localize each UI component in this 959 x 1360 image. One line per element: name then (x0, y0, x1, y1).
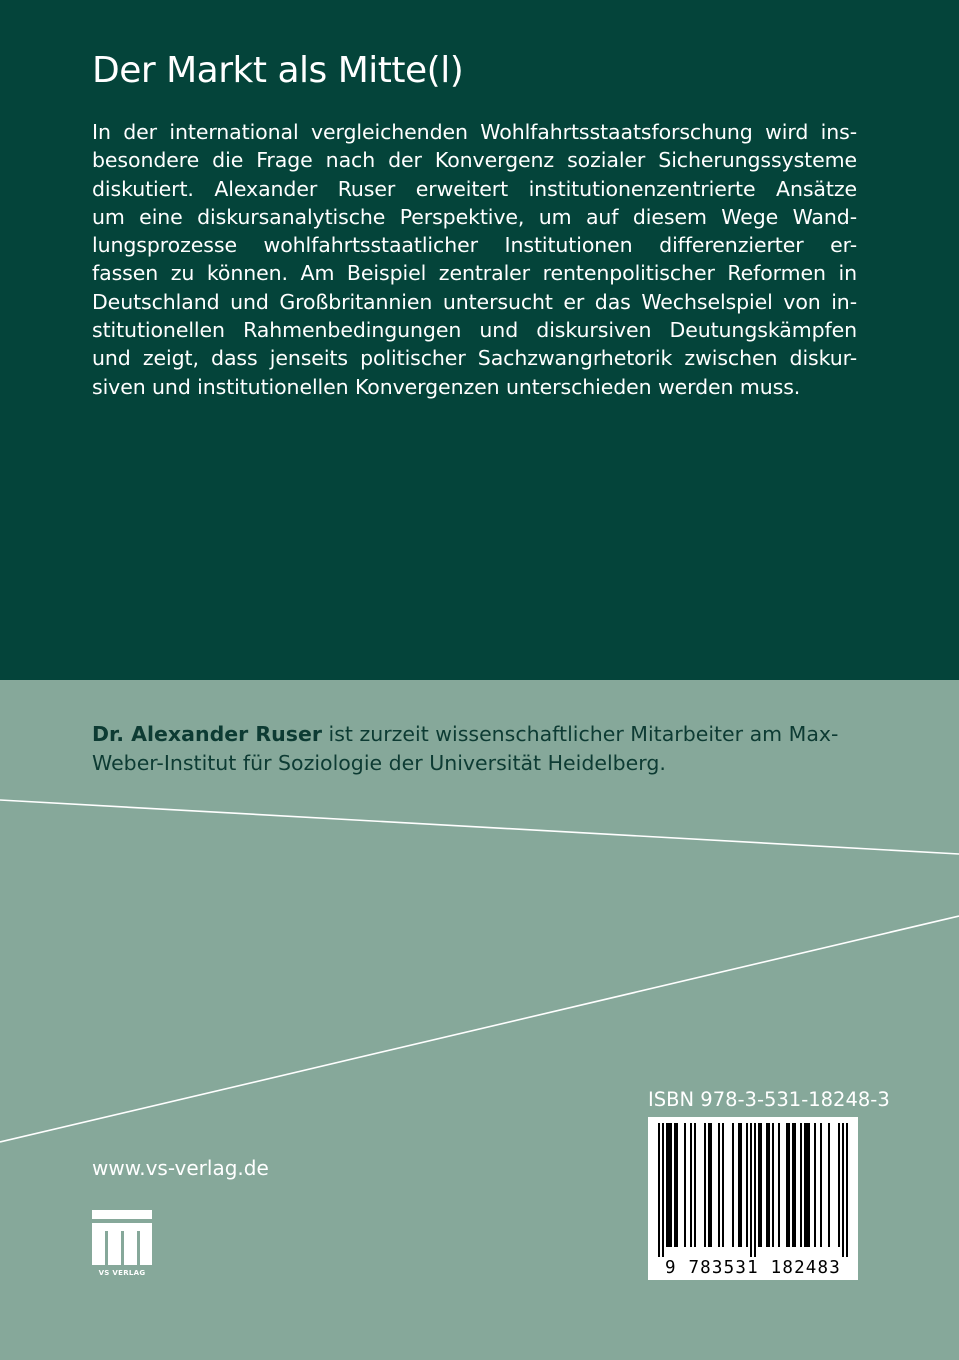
upper-rule-line (0, 800, 959, 854)
barcode-bar (668, 1123, 670, 1247)
barcode-bar (676, 1123, 678, 1247)
barcode-bar (804, 1123, 806, 1247)
barcode-bar (842, 1123, 844, 1257)
barcode-bar (718, 1123, 720, 1247)
blurb-line: und zeigt, dass jenseits politischer Sachzwangrhetorik zwischen diskur- (92, 346, 857, 371)
barcode-digits: 9 783531 182483 (664, 1258, 842, 1278)
book-blurb (92, 118, 857, 401)
blurb-line: besondere die Frage nach der Konvergenz sozialer Sicherungssysteme (92, 148, 857, 173)
blurb-line: stitutionellen Rahmenbedingungen und diskursiven Deutungskämpfen (92, 318, 857, 343)
barcode-bar (838, 1123, 840, 1247)
blurb-line: diskutiert. Alexander Ruser erweitert institutionenzentrierte Ansätze (92, 176, 857, 201)
barcode-bar (794, 1123, 796, 1247)
isbn-label: ISBN 978-3-531-18248-3 (648, 1088, 890, 1111)
barcode-bar (658, 1123, 660, 1257)
barcode-bar (828, 1123, 830, 1247)
author-name: Dr. Alexander Ruser (92, 722, 322, 746)
blurb-line: siven und institutionellen Konvergenzen unterschieden werden muss. (92, 374, 801, 399)
barcode-bar (814, 1123, 816, 1247)
blurb-line: um eine diskursanalytische Perspektive, um auf diesem Wege Wand- (92, 204, 857, 229)
barcode-bar (786, 1123, 788, 1247)
blurb-line: In der international vergleichenden Wohlfahrtsstaatsforschung wird ins- (92, 120, 857, 144)
barcode-bar (746, 1123, 748, 1247)
barcode-bars (648, 1117, 858, 1257)
publisher-website: www.vs-verlag.de (92, 1156, 269, 1180)
barcode-bar (732, 1123, 734, 1247)
barcode-bar (768, 1123, 770, 1247)
back-cover-bottom-panel (0, 680, 959, 1360)
barcode-bar (766, 1123, 768, 1247)
barcode-bar (808, 1123, 810, 1247)
barcode-bar (704, 1123, 706, 1247)
barcode-bar (778, 1123, 780, 1247)
author-bio-text: ist zurzeit wissenschaftlicher Mitarbeiter am Max- (322, 722, 839, 746)
barcode-bar (750, 1123, 752, 1257)
author-bio-line (92, 720, 852, 749)
barcode-bar (820, 1123, 822, 1247)
barcode-bar (760, 1123, 762, 1247)
barcode-bar (800, 1123, 802, 1247)
barcode-bar (758, 1123, 760, 1247)
barcode-bar (738, 1123, 740, 1247)
barcode-bar (788, 1123, 790, 1247)
book-title: Der Markt als Mitte(l) (92, 50, 464, 91)
blurb-line: fassen zu können. Am Beispiel zentraler rentenpolitischer Reformen in (92, 261, 857, 286)
barcode-bar (772, 1123, 774, 1247)
barcode-bar (670, 1123, 672, 1247)
logo-text: VS VERLAG (98, 1269, 146, 1277)
barcode-bar (740, 1123, 742, 1247)
author-bio (92, 720, 852, 778)
barcode-bar (846, 1123, 848, 1257)
barcode-bar (792, 1123, 794, 1247)
barcode-bar (722, 1123, 724, 1247)
barcode-bar (690, 1123, 692, 1247)
barcode-bar (684, 1123, 686, 1247)
barcode-bar (708, 1123, 710, 1247)
blurb-line: Deutschland und Großbritannien untersucht er das Wechselspiel von in- (92, 289, 857, 314)
barcode-bar (806, 1123, 808, 1247)
barcode-bar (666, 1123, 668, 1247)
barcode-bar (694, 1123, 696, 1247)
author-bio-line: Weber-Institut für Soziologie der Universität Heidelberg. (92, 751, 666, 775)
isbn-barcode (648, 1117, 858, 1280)
barcode-bar (662, 1123, 664, 1257)
barcode-bar (754, 1123, 756, 1257)
blurb-line: lungsprozesse wohlfahrtsstaatlicher Institutionen differenzierter er- (92, 233, 857, 258)
barcode-bar (674, 1123, 676, 1247)
barcode-bar (710, 1123, 712, 1247)
